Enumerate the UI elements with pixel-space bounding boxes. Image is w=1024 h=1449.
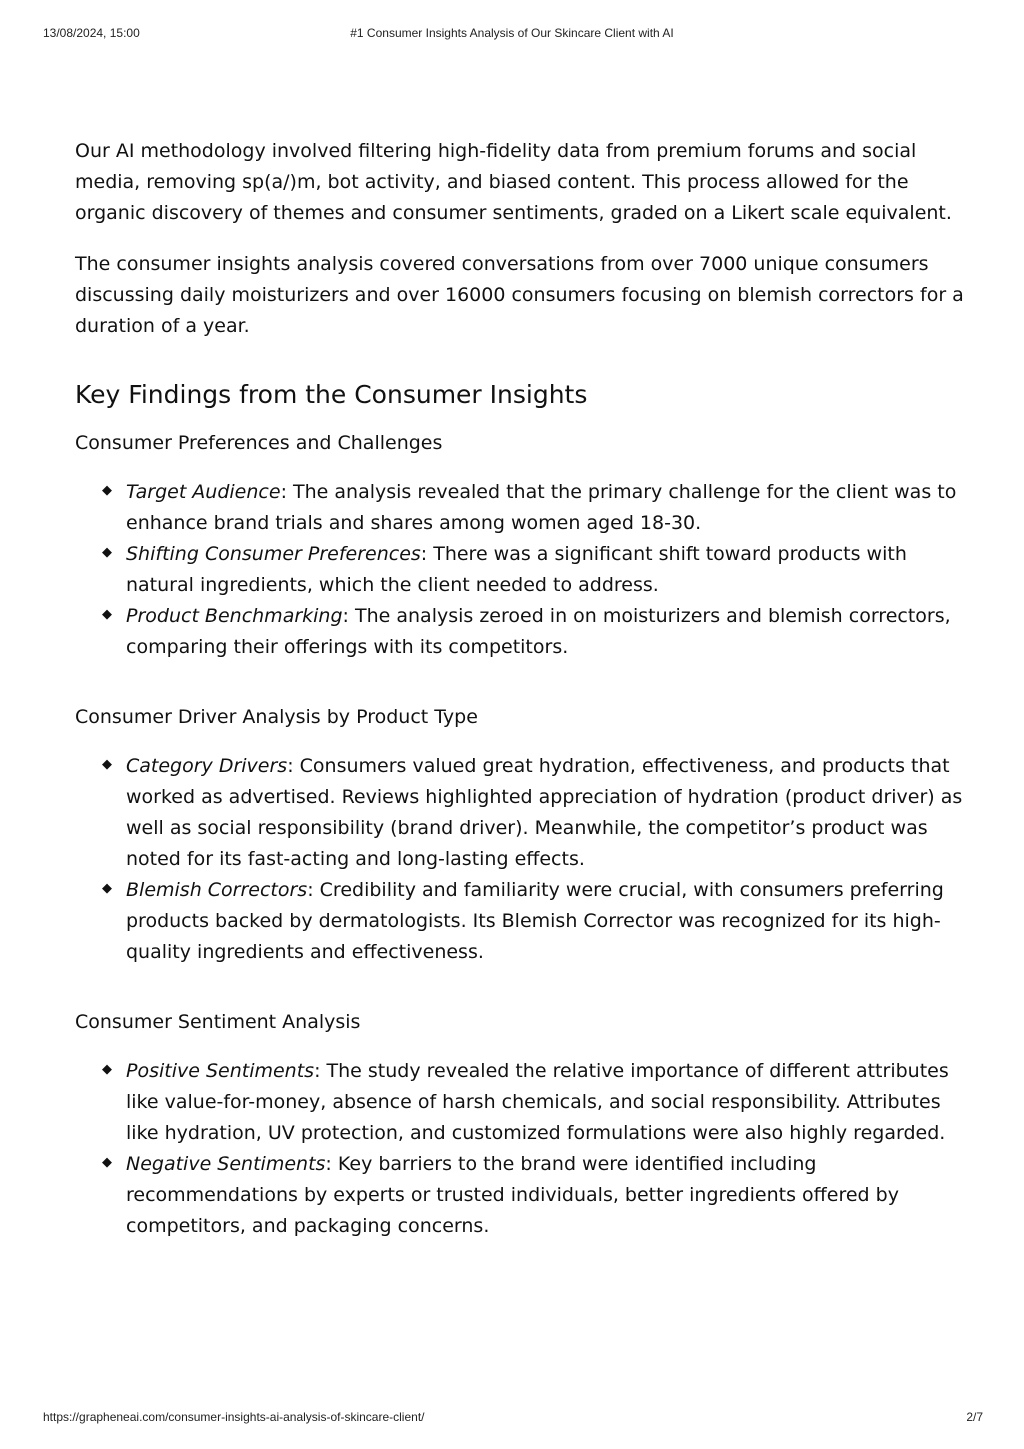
preferences-list [75, 477, 975, 663]
item-text: : Consumers valued great hydration, effectiveness, and products that worked as advertised. Reviews highlighted appreciation of hydration (product driver) as well as social responsibility (brand driver). Meanwhile, the competitor’s product was noted for its fast-acting and long-lasting effects. [126, 755, 963, 870]
bullet-icon: ◆ [102, 483, 112, 498]
item-term: Positive Sentiments [126, 1060, 315, 1082]
intro-paragraph-methodology: Our AI methodology involved filtering high-fidelity data from premium forums and social media, removing sp(a/)m, bot activity, and biased content. This process allowed for the organic discovery of themes and consumer sentiments, graded on a Likert scale equivalent. [75, 140, 952, 224]
list-item [102, 477, 975, 539]
list-item [102, 1149, 975, 1242]
item-term: Target Audience [126, 481, 281, 503]
bullet-icon: ◆ [102, 607, 112, 622]
item-term: Shifting Consumer Preferences [126, 543, 421, 565]
item-term: Product Benchmarking [126, 605, 343, 627]
print-header [0, 26, 1024, 42]
intro-paragraph-scope: The consumer insights analysis covered conversations from over 7000 unique consumers discussing daily moisturizers and over 16000 consumers focusing on blemish correctors for a duration of a year. [75, 253, 964, 337]
list-item [102, 1056, 975, 1149]
key-findings-heading: Key Findings from the Consumer Insights [75, 380, 588, 409]
list-item [102, 751, 975, 875]
list-item [102, 601, 975, 663]
page-url: https://grapheneai.com/consumer-insights-ai-analysis-of-skincare-client/ [43, 1410, 425, 1424]
section-heading-drivers: Consumer Driver Analysis by Product Type [75, 706, 478, 728]
item-text: : Key barriers to the brand were identified including recommendations by experts or trusted individuals, better ingredients offered by competitors, and packaging concerns. [126, 1153, 899, 1237]
drivers-list [75, 751, 975, 968]
item-term: Blemish Correctors [126, 879, 308, 901]
item-text: : The study revealed the relative importance of different attributes like value-for-money, absence of harsh chemicals, and social responsibility. Attributes like hydration, UV protection, and customized formulations were also highly regarded. [126, 1060, 949, 1144]
item-text: : Credibility and familiarity were crucial, with consumers preferring products backed by dermatologists. Its Blemish Corrector was recognized for its high-quality ingredients and effectiveness. [126, 879, 944, 963]
item-text: : The analysis revealed that the primary challenge for the client was to enhance brand trials and shares among women aged 18-30. [126, 481, 957, 534]
section-heading-sentiment: Consumer Sentiment Analysis [75, 1011, 361, 1033]
page-number: 2/7 [966, 1410, 983, 1424]
bullet-icon: ◆ [102, 1062, 112, 1077]
print-footer [0, 1410, 1024, 1426]
article-content [75, 136, 975, 1242]
print-date: 13/08/2024, 15:00 [43, 26, 140, 40]
item-term: Negative Sentiments [126, 1153, 326, 1175]
bullet-icon: ◆ [102, 545, 112, 560]
list-item [102, 875, 975, 968]
item-text: : There was a significant shift toward products with natural ingredients, which the client needed to address. [126, 543, 907, 596]
list-item [102, 539, 975, 601]
sentiment-list [75, 1056, 975, 1242]
bullet-icon: ◆ [102, 881, 112, 896]
bullet-icon: ◆ [102, 1155, 112, 1170]
document-title: #1 Consumer Insights Analysis of Our Skincare Client with AI [350, 26, 674, 40]
item-term: Category Drivers [126, 755, 288, 777]
item-text: : The analysis zeroed in on moisturizers and blemish correctors, comparing their offerings with its competitors. [126, 605, 951, 658]
section-heading-preferences: Consumer Preferences and Challenges [75, 432, 443, 454]
bullet-icon: ◆ [102, 757, 112, 772]
